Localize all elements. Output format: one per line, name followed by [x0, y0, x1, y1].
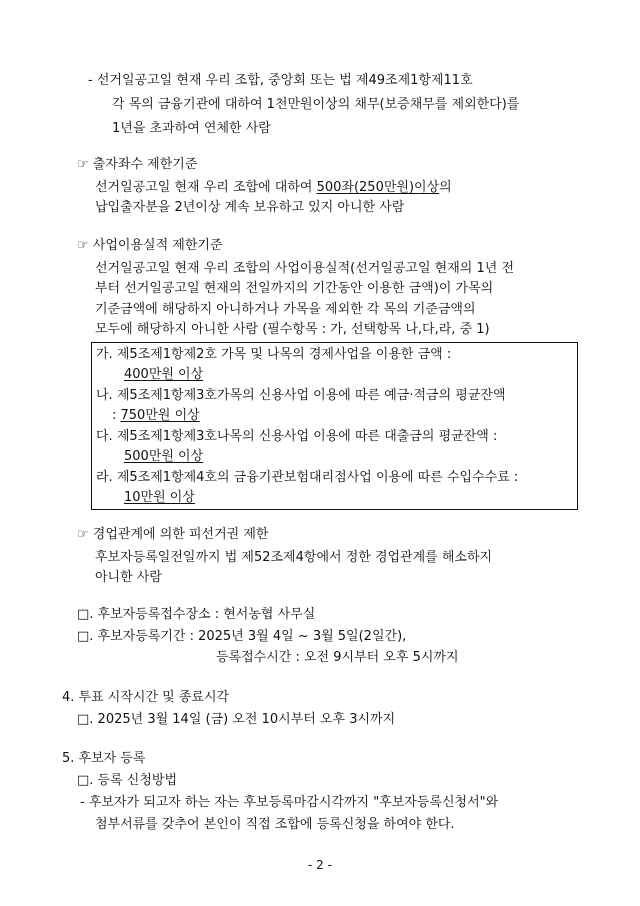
usage-line-4: 모두에 해당하지 아니한 사람 (필수항목 : 가, 선택항목 나,다,라, 중 1): [95, 322, 490, 337]
section5-line-1: - 후보자가 되고자 하는 자는 후보등록마감시각까지 "후보자등록신청서"와: [80, 795, 499, 810]
page-number: - 2 -: [308, 858, 332, 872]
equity-line-1-pre: 선거일공고일 현재 우리 조합에 대하여: [95, 180, 317, 195]
criteria-item-na: 나. 제5조제1항제3호가목의 신용사업 이용에 따른 예금·적금의 평균잔액: [96, 388, 506, 403]
criteria-item-da-amount: [124, 447, 203, 467]
usage-line-2: 부터 선거일공고일 현재의 전일까지의 기간동안 이용한 금액)이 가목의: [95, 281, 494, 296]
section4-heading: 4. 투표 시작시간 및 종료시각: [62, 690, 230, 705]
criteria-item-da: 다. 제5조제1항제3호나목의 신용사업 이용에 따른 대출금의 평균잔액 :: [96, 429, 498, 444]
competition-heading: ☞ 경업관계에 의한 피선거권 제한: [77, 527, 269, 542]
criteria-amount-na: 750만원 이상: [120, 408, 200, 423]
usage-line-1: 선거일공고일 현재 우리 조합의 사업이용실적(선거일공고일 현재의 1년 전: [95, 261, 515, 276]
criteria-item-ra: 라. 제5조제1항제4호의 금융기관보험대리점사업 이용에 따른 수입수수료 :: [96, 470, 519, 485]
equity-heading: ☞ 출자좌수 제한기준: [77, 157, 198, 172]
section5-heading: 5. 후보자 등록: [62, 751, 146, 766]
usage-line-3: 기준금액에 해당하지 아니하거나 가목을 제외한 각 목의 기준금액의: [95, 302, 476, 317]
criteria-item-ra-amount: [124, 488, 195, 508]
criteria-item-ga: 가. 제5조제1항제2호 가목 및 나목의 경제사업을 이용한 금액 :: [96, 347, 452, 362]
disq-line-2: 각 목의 금융기관에 대하여 1천만원이상의 채무(보증채무를 제외한다)를: [112, 97, 520, 112]
equity-line-2: 납입출자분을 2년이상 계속 보유하고 있지 아니한 사람: [95, 200, 405, 215]
criteria-prefix-na: :: [112, 408, 121, 423]
criteria-amount-da: 500만원 이상: [124, 449, 204, 464]
usage-criteria-box: [91, 342, 578, 510]
criteria-item-ga-amount: [124, 365, 203, 385]
usage-heading: ☞ 사업이용실적 제한기준: [77, 238, 223, 253]
competition-line-1: 후보자등록일전일까지 법 제52조제4항에서 정한 경업관계를 해소하지: [95, 550, 493, 565]
equity-threshold: 500좌(250만원)이상: [316, 180, 440, 195]
registration-place: □. 후보자등록접수장소 : 현서농협 사무실: [77, 607, 316, 622]
equity-line-1-post: 의: [439, 180, 452, 195]
registration-hours: 등록접수시간 : 오전 9시부터 오후 5시까지: [216, 650, 459, 665]
disq-line-1: - 선거일공고일 현재 우리 조합, 중앙회 또는 법 제49조제1항제11호: [88, 73, 473, 88]
criteria-amount-ra: 10만원 이상: [124, 490, 195, 505]
section5-subheading: □. 등록 신청방법: [77, 773, 178, 788]
registration-period: □. 후보자등록기간 : 2025년 3월 4일 ~ 3월 5일(2일간),: [77, 629, 407, 644]
equity-line-1: [95, 178, 452, 198]
criteria-item-na-amount: [112, 406, 200, 426]
competition-line-2: 아니한 사람: [95, 570, 162, 585]
section4-line-1: □. 2025년 3월 14일 (금) 오전 10시부터 오후 3시까지: [77, 712, 396, 727]
criteria-amount-ga: 400만원 이상: [124, 367, 204, 382]
disq-line-3: 1년을 초과하여 연체한 사람: [112, 121, 271, 136]
section5-line-2: 첨부서류를 갖추어 본인이 직접 조합에 등록신청을 하여야 한다.: [95, 817, 455, 832]
